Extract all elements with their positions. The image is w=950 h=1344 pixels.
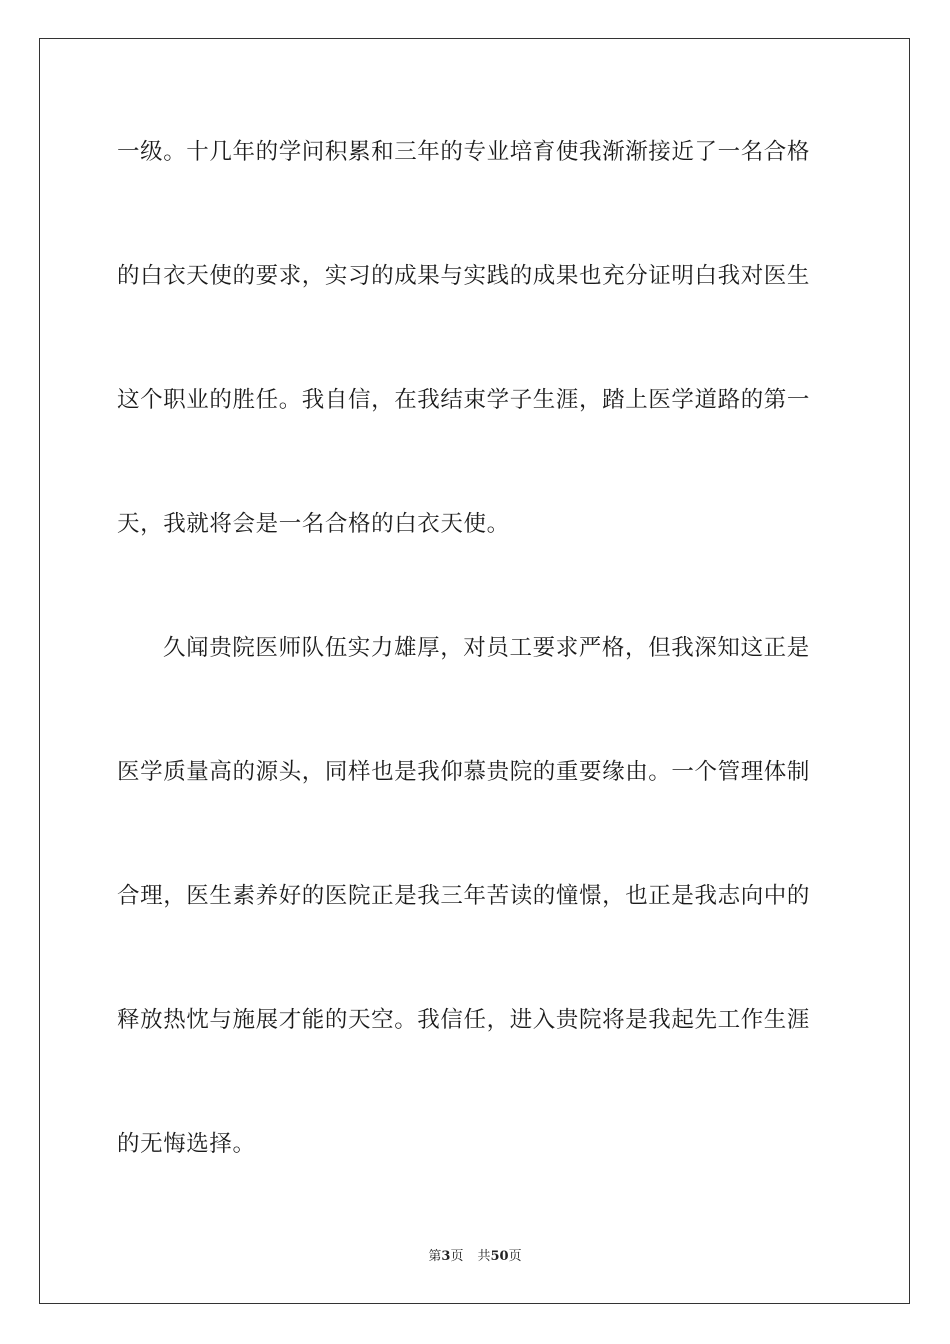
page-number: 3 bbox=[441, 1249, 451, 1264]
page-suffix: 页 bbox=[450, 1249, 464, 1264]
body-line-1: 一级。十几年的学问积累和三年的专业培育使我渐渐接近了一名合格 bbox=[117, 139, 811, 165]
body-line-5: 久闻贵院医师队伍实力雄厚，对员工要求严格，但我深知这正是 bbox=[163, 635, 810, 661]
page-footer bbox=[0, 1248, 950, 1266]
body-line-3: 这个职业的胜任。我自信，在我结束学子生涯，踏上医学道路的第一 bbox=[117, 387, 811, 413]
total-pages: 50 bbox=[490, 1249, 509, 1264]
page-border bbox=[39, 38, 910, 1304]
body-line-6: 医学质量高的源头，同样也是我仰慕贵院的重要缘由。一个管理体制 bbox=[117, 759, 811, 785]
body-line-8: 释放热忱与施展才能的天空。我信任，进入贵院将是我起先工作生涯 bbox=[117, 1007, 811, 1033]
body-line-4: 天，我就将会是一名合格的白衣天使。 bbox=[117, 511, 510, 537]
page-prefix: 第 bbox=[428, 1249, 442, 1264]
total-suffix: 页 bbox=[508, 1249, 522, 1264]
body-line-7: 合理，医生素养好的医院正是我三年苦读的憧憬，也正是我志向中的 bbox=[117, 883, 811, 909]
body-line-2: 的白衣天使的要求，实习的成果与实践的成果也充分证明白我对医生 bbox=[117, 263, 811, 289]
total-prefix: 共 bbox=[477, 1249, 491, 1264]
body-line-9: 的无悔选择。 bbox=[117, 1131, 256, 1157]
